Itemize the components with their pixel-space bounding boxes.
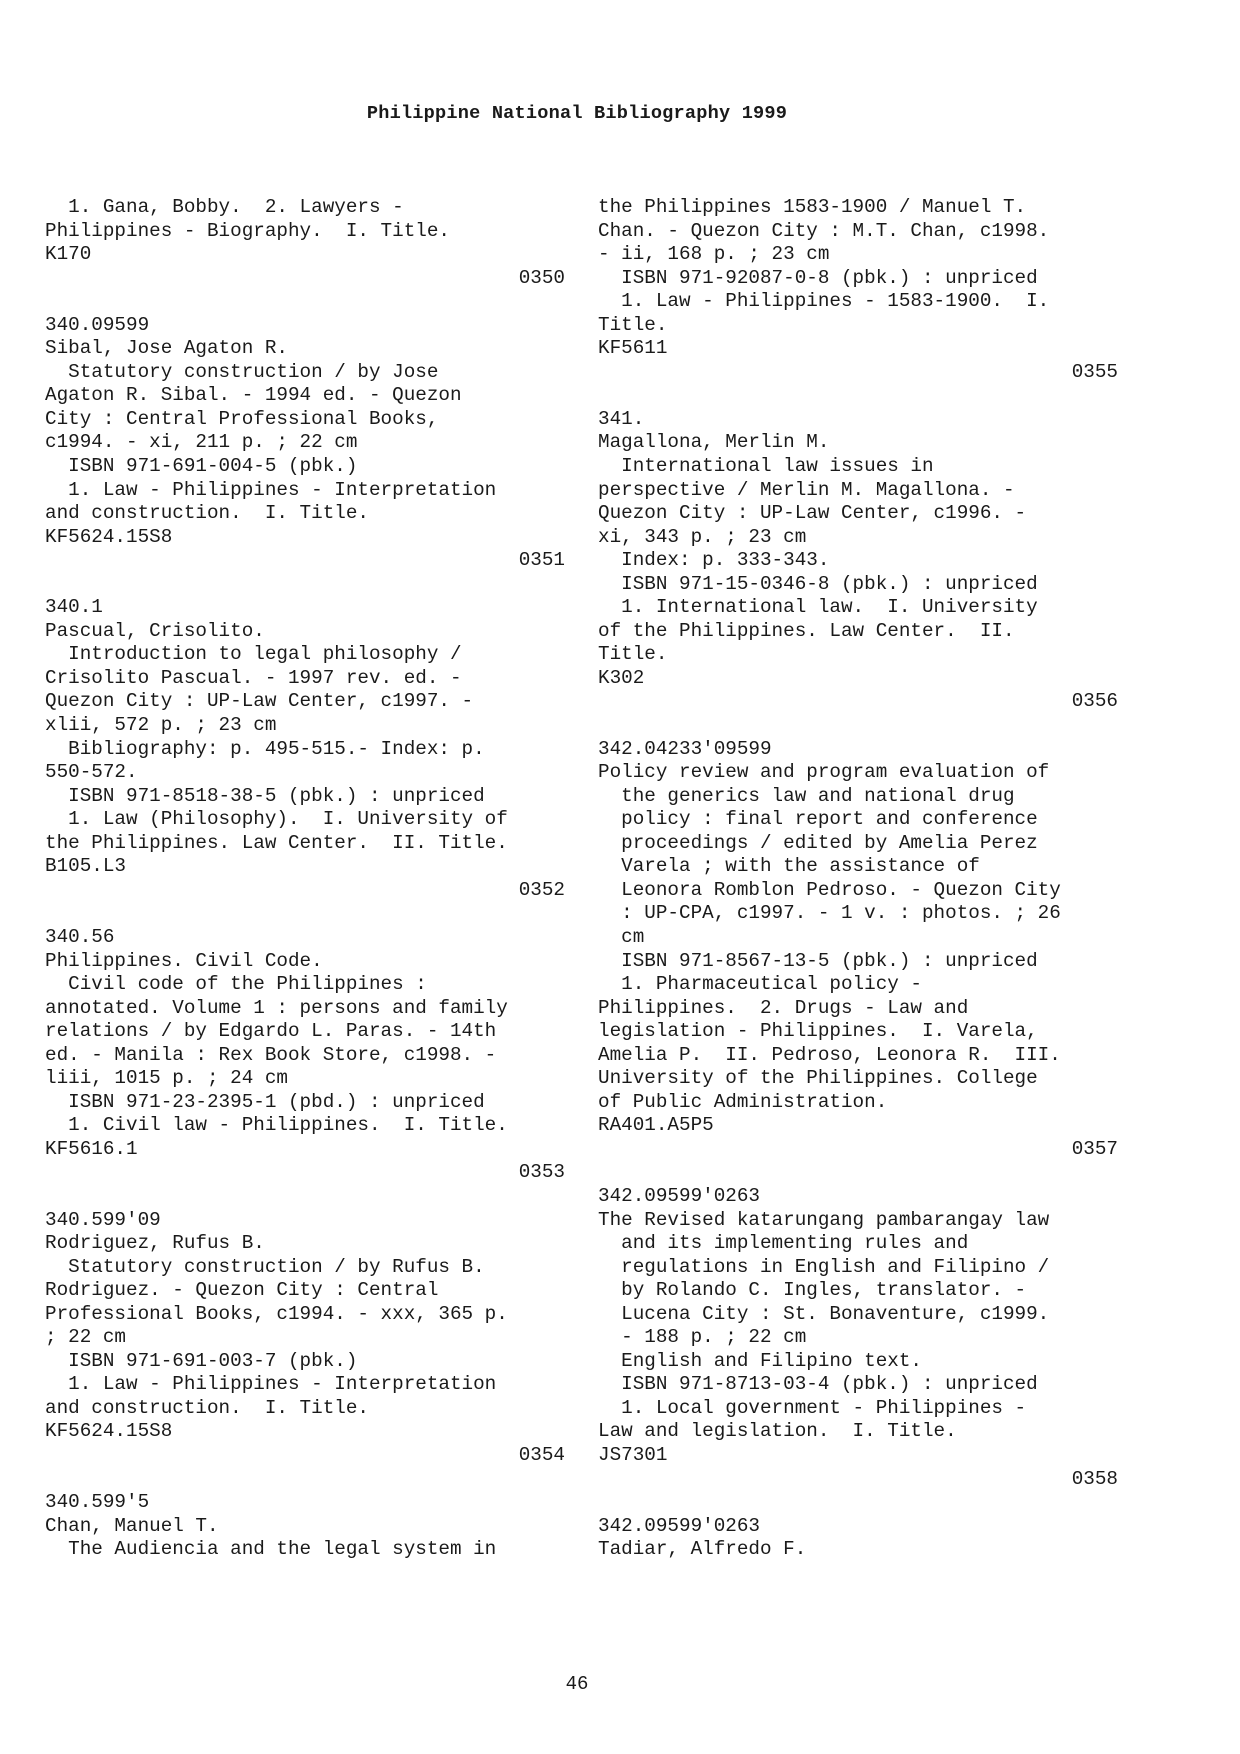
- entry-line: University of the Philippines. College: [598, 1067, 1038, 1090]
- entry-line: RA401.A5P5: [598, 1114, 714, 1137]
- entry-line: 1. Civil law - Philippines. I. Title.: [45, 1114, 508, 1137]
- entry-line: Professional Books, c1994. - xxx, 365 p.: [45, 1302, 508, 1325]
- entry-line: : UP-CPA, c1997. - 1 v. : photos. ; 26: [598, 902, 1061, 925]
- entry-line: the generics law and national drug: [598, 784, 1015, 807]
- blank-line: [598, 1491, 1118, 1515]
- entry-line: 1. Local government - Philippines -: [598, 1396, 1027, 1419]
- entry-line: Philippines - Biography. I. Title.: [45, 219, 450, 242]
- entry-line: 1. Law - Philippines - Interpretation: [45, 478, 497, 501]
- entry-line: Crisolito Pascual. - 1997 rev. ed. -: [45, 666, 462, 689]
- blank-line: [45, 902, 565, 926]
- entry-line: ed. - Manila : Rex Book Store, c1998. -: [45, 1043, 497, 1066]
- entry-line: of the Philippines. Law Center. II.: [598, 619, 1015, 642]
- blank-line: [598, 384, 1118, 408]
- entry-number: 0354: [518, 1443, 565, 1466]
- entry-number: 0350: [518, 266, 565, 289]
- entry-line: Sibal, Jose Agaton R.: [45, 337, 288, 360]
- entry-line: English and Filipino text.: [598, 1349, 922, 1372]
- entry-line: and construction. I. Title.: [45, 1396, 369, 1419]
- entry-line: Statutory construction / by Rufus B.: [45, 1255, 485, 1278]
- left-column: [45, 196, 565, 1562]
- entry-line: Bibliography: p. 495-515.- Index: p.: [45, 737, 485, 760]
- entry-line: the Philippines 1583-1900 / Manuel T.: [598, 196, 1027, 218]
- entry-line: 340.1: [45, 596, 103, 619]
- entry-line: Index: p. 333-343.: [598, 549, 830, 572]
- entry-line: 1. International law. I. University: [598, 596, 1038, 619]
- entry-line: The Audiencia and the legal system in: [45, 1538, 497, 1561]
- entry-line: Amelia P. II. Pedroso, Leonora R. III.: [598, 1043, 1061, 1066]
- entry-line: Quezon City : UP-Law Center, c1997. -: [45, 690, 474, 713]
- entry-line: xlii, 572 p. ; 23 cm: [45, 714, 277, 737]
- entry-line: International law issues in: [598, 455, 934, 478]
- entry-line: Quezon City : UP-Law Center, c1996. -: [598, 502, 1027, 525]
- entry-line: City : Central Professional Books,: [45, 407, 439, 430]
- entry-line: Chan. - Quezon City : M.T. Chan, c1998.: [598, 219, 1050, 242]
- entry-line: Agaton R. Sibal. - 1994 ed. - Quezon: [45, 384, 462, 407]
- entry-line: 340.09599: [45, 313, 150, 336]
- entry-line: 342.04233'09599: [598, 737, 772, 760]
- entry-line: Pascual, Crisolito.: [45, 619, 265, 642]
- entry-line: 1. Pharmaceutical policy -: [598, 973, 922, 996]
- entry-line: liii, 1015 p. ; 24 cm: [45, 1067, 288, 1090]
- entry-line: perspective / Merlin M. Magallona. -: [598, 478, 1015, 501]
- entry-number: 0353: [518, 1161, 565, 1184]
- entry-line: c1994. - xi, 211 p. ; 22 cm: [45, 431, 358, 454]
- entry-line: ISBN 971-8713-03-4 (pbk.) : unpriced: [598, 1373, 1038, 1396]
- entry-number: 0356: [1071, 690, 1118, 713]
- entry-number: 0351: [518, 549, 565, 572]
- entry-line: ISBN 971-15-0346-8 (pbk.) : unpriced: [598, 572, 1038, 595]
- entry-line: Leonora Romblon Pedroso. - Quezon City: [598, 878, 1061, 901]
- right-column: [598, 196, 1118, 1562]
- entry-line: Rodriguez, Rufus B.: [45, 1232, 265, 1255]
- page-number: 46: [565, 1673, 589, 1695]
- entry-line: Lucena City : St. Bonaventure, c1999.: [598, 1302, 1050, 1325]
- entry-line: policy : final report and conference: [598, 808, 1038, 831]
- entry-line: Tadiar, Alfredo F.: [598, 1538, 807, 1561]
- blank-line: [45, 1468, 565, 1492]
- entry-line: ; 22 cm: [45, 1326, 126, 1349]
- entry-line: B105.L3: [45, 855, 126, 878]
- entry-line: Title.: [598, 313, 668, 336]
- entry-line: ISBN 971-23-2395-1 (pbd.) : unpriced: [45, 1090, 485, 1113]
- entry-line: The Revised katarungang pambarangay law: [598, 1208, 1050, 1231]
- entry-number: 0357: [1071, 1137, 1118, 1160]
- entry-line: Philippines. Civil Code.: [45, 949, 323, 972]
- entry-line: regulations in English and Filipino /: [598, 1255, 1050, 1278]
- entry-line: relations / by Edgardo L. Paras. - 14th: [45, 1020, 497, 1043]
- entry-line: ISBN 971-8518-38-5 (pbk.) : unpriced: [45, 784, 485, 807]
- entry-line: by Rolando C. Ingles, translator. -: [598, 1279, 1027, 1302]
- page-title: Philippine National Bibliography 1999: [366, 103, 788, 124]
- entry-line: K170: [45, 243, 92, 266]
- entry-line: ISBN 971-92087-0-8 (pbk.) : unpriced: [598, 266, 1038, 289]
- entry-line: annotated. Volume 1 : persons and family: [45, 996, 508, 1019]
- entry-line: 342.09599'0263: [598, 1184, 760, 1207]
- blank-line: [45, 573, 565, 597]
- entry-line: ISBN 971-691-003-7 (pbk.): [45, 1349, 358, 1372]
- entry-line: 1. Gana, Bobby. 2. Lawyers -: [45, 196, 404, 218]
- entry-line: ISBN 971-8567-13-5 (pbk.) : unpriced: [598, 949, 1038, 972]
- entry-line: KF5624.15S8: [45, 525, 173, 548]
- entry-line: and construction. I. Title.: [45, 502, 369, 525]
- entry-line: K302: [598, 666, 645, 689]
- blank-line: [598, 714, 1118, 738]
- entry-line: Statutory construction / by Jose: [45, 360, 439, 383]
- entry-line: 340.56: [45, 925, 115, 948]
- entry-line: Policy review and program evaluation of: [598, 761, 1050, 784]
- entry-line: KF5624.15S8: [45, 1420, 173, 1443]
- entry-line: proceedings / edited by Amelia Perez: [598, 831, 1038, 854]
- blank-line: [45, 290, 565, 314]
- entry-number: 0355: [1071, 360, 1118, 383]
- entry-line: 550-572.: [45, 761, 138, 784]
- entry-line: xi, 343 p. ; 23 cm: [598, 525, 807, 548]
- entry-line: 340.599'09: [45, 1208, 161, 1231]
- entry-line: Varela ; with the assistance of: [598, 855, 980, 878]
- entry-line: 342.09599'0263: [598, 1514, 760, 1537]
- entry-line: 1. Law - Philippines - Interpretation: [45, 1373, 497, 1396]
- entry-line: of Public Administration.: [598, 1090, 888, 1113]
- entry-line: - ii, 168 p. ; 23 cm: [598, 243, 830, 266]
- entry-line: JS7301: [598, 1443, 668, 1466]
- entry-line: legislation - Philippines. I. Varela,: [598, 1020, 1038, 1043]
- entry-line: ISBN 971-691-004-5 (pbk.): [45, 455, 358, 478]
- entry-line: 340.599'5: [45, 1491, 150, 1514]
- entry-line: cm: [598, 925, 645, 948]
- entry-line: Introduction to legal philosophy /: [45, 643, 462, 666]
- blank-line: [45, 1185, 565, 1209]
- entry-line: Magallona, Merlin M.: [598, 431, 830, 454]
- entry-number: 0352: [518, 878, 565, 901]
- entry-line: KF5611: [598, 337, 668, 360]
- entry-line: and its implementing rules and: [598, 1232, 969, 1255]
- entry-line: Civil code of the Philippines :: [45, 973, 427, 996]
- entry-number: 0358: [1071, 1467, 1118, 1490]
- entry-line: Philippines. 2. Drugs - Law and: [598, 996, 969, 1019]
- entry-line: - 188 p. ; 22 cm: [598, 1326, 807, 1349]
- entry-line: Title.: [598, 643, 668, 666]
- entry-line: Chan, Manuel T.: [45, 1514, 219, 1537]
- entry-line: 1. Law - Philippines - 1583-1900. I.: [598, 290, 1050, 313]
- blank-line: [598, 1161, 1118, 1185]
- entry-line: Rodriguez. - Quezon City : Central: [45, 1279, 439, 1302]
- entry-line: 341.: [598, 407, 645, 430]
- entry-line: Law and legislation. I. Title.: [598, 1420, 957, 1443]
- entry-line: 1. Law (Philosophy). I. University of: [45, 808, 508, 831]
- entry-line: the Philippines. Law Center. II. Title.: [45, 831, 508, 854]
- entry-line: KF5616.1: [45, 1137, 138, 1160]
